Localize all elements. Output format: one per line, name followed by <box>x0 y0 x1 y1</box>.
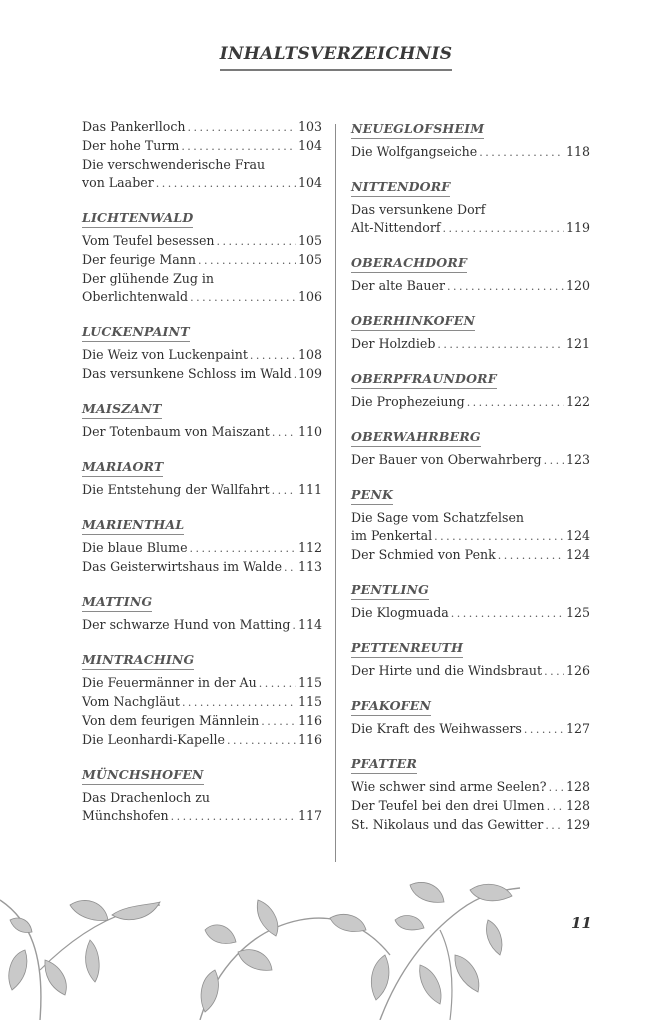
dot-leader <box>544 451 564 470</box>
entry-title-line1: Die verschwenderische Frau <box>82 157 266 172</box>
dot-leader <box>545 816 564 835</box>
page-title: INHALTSVERZEICHNIS <box>220 44 453 71</box>
toc-entry <box>351 778 590 797</box>
toc-section <box>82 118 322 193</box>
entry-row <box>82 807 322 826</box>
toc-section <box>82 591 322 635</box>
entry-row <box>351 720 590 739</box>
dot-leader <box>188 118 296 137</box>
section-heading: MINTRACHING <box>82 652 194 670</box>
entry-row <box>351 451 590 470</box>
section-heading: LICHTENWALD <box>82 210 193 228</box>
dot-leader <box>261 712 296 731</box>
section-heading: PENK <box>351 487 393 505</box>
toc-entry <box>82 232 322 251</box>
entry-row <box>82 288 322 307</box>
entry-row <box>351 816 590 835</box>
dot-leader <box>549 778 564 797</box>
toc-entry <box>82 365 322 384</box>
leaf <box>470 884 512 900</box>
leaf <box>487 920 502 955</box>
entry-title-line1: Das Drachenloch zu <box>82 790 210 805</box>
dot-leader <box>547 797 564 816</box>
entry-row <box>351 393 590 412</box>
toc-entry <box>82 156 322 193</box>
toc-entry <box>82 251 322 270</box>
toc-entry <box>351 509 590 546</box>
entry-page-number: 115 <box>297 694 322 709</box>
toc-section <box>82 398 322 442</box>
entry-row <box>82 616 322 635</box>
entry-row <box>351 277 590 296</box>
entry-title: St. Nikolaus und das Gewitter <box>351 817 544 832</box>
entry-row <box>351 527 590 546</box>
entry-row <box>82 365 322 384</box>
toc-section <box>82 321 322 384</box>
leaf <box>330 914 366 931</box>
dot-leader <box>544 662 564 681</box>
entry-title: Der feurige Mann <box>82 252 196 267</box>
entry-title: Die blaue Blume <box>82 540 188 555</box>
toc-section <box>351 252 590 296</box>
section-heading: PFATTER <box>351 756 417 774</box>
section-heading: PFAKOFEN <box>351 698 431 716</box>
toc-section <box>82 456 322 500</box>
entry-row <box>82 481 322 500</box>
section-heading: OBERWAHRBERG <box>351 429 481 447</box>
entry-title: Die Entstehung der Wallfahrt <box>82 482 270 497</box>
page-title-wrapper <box>0 44 672 71</box>
dot-leader <box>217 232 296 251</box>
entry-title: von Laaber <box>82 175 154 190</box>
toc-section <box>351 695 590 739</box>
entry-title-line1: Die Sage vom Schatzfelsen <box>351 510 525 525</box>
dot-leader <box>198 251 296 270</box>
entry-page-number: 116 <box>297 732 322 747</box>
toc-entry <box>351 720 590 739</box>
entry-title: Münchshofen <box>82 808 169 823</box>
entry-row <box>82 346 322 365</box>
entry-row <box>351 219 590 238</box>
entry-row <box>82 174 322 193</box>
section-heading: MARIAORT <box>82 459 163 477</box>
entry-title: Der schwarze Hund von Matting <box>82 617 291 632</box>
leaf <box>112 902 160 920</box>
toc-entry <box>351 335 590 354</box>
section-heading: OBERACHDORF <box>351 255 467 273</box>
leaf <box>10 918 32 932</box>
entry-title: Die Leonhardi-Kapelle <box>82 732 226 747</box>
toc-section <box>351 579 590 623</box>
toc-entry <box>82 789 322 826</box>
entry-title: Die Kraft des Weihwassers <box>351 721 522 736</box>
toc-section <box>351 368 590 412</box>
toc-entry <box>82 616 322 635</box>
entry-page-number: 104 <box>297 138 322 153</box>
toc-entry <box>82 481 322 500</box>
section-heading: MAISZANT <box>82 401 162 419</box>
entry-title: Der Hirte und die Windsbraut <box>351 663 543 678</box>
leaf <box>205 925 236 944</box>
toc-entry <box>82 346 322 365</box>
dot-leader <box>190 539 296 558</box>
toc-entry <box>82 731 322 750</box>
entry-row <box>351 797 590 816</box>
dot-leader <box>467 393 564 412</box>
entry-page-number: 108 <box>297 347 322 362</box>
section-heading: LUCKENPAINT <box>82 324 190 342</box>
toc-section <box>351 637 590 681</box>
entry-row <box>351 143 590 162</box>
leaf <box>455 955 479 992</box>
entry-page-number: 122 <box>565 394 590 409</box>
section-heading: NEUEGLOFSHEIM <box>351 121 484 139</box>
section-heading: MARIENTHAL <box>82 517 184 535</box>
dot-leader <box>171 807 296 826</box>
dot-leader <box>182 693 296 712</box>
entry-row <box>82 137 322 156</box>
toc-column-left <box>82 118 322 840</box>
toc-entry <box>82 423 322 442</box>
entry-title: Oberlichtenwald <box>82 289 189 304</box>
entry-title: Der alte Bauer <box>351 278 445 293</box>
entry-row <box>82 712 322 731</box>
entry-row <box>351 778 590 797</box>
entry-row <box>82 731 322 750</box>
toc-entry <box>351 451 590 470</box>
entry-title-line1: Der glühende Zug in <box>82 271 215 286</box>
section-heading: PENTLING <box>351 582 429 600</box>
dot-leader <box>272 423 296 442</box>
entry-title: Der Bauer von Oberwahrberg <box>351 452 542 467</box>
entry-title: Von dem feurigen Männlein <box>82 713 260 728</box>
entry-title: Wie schwer sind arme Seelen? <box>351 779 547 794</box>
leaf <box>201 970 218 1012</box>
entry-title: Die Wolfgangseiche <box>351 144 478 159</box>
entry-page-number: 124 <box>565 528 590 543</box>
entry-page-number: 105 <box>297 233 322 248</box>
toc-entry <box>351 546 590 565</box>
entry-title: Die Prophezeiung <box>351 394 465 409</box>
entry-title: im Penkertal <box>351 528 433 543</box>
entry-page-number: 118 <box>565 144 590 159</box>
entry-page-number: 128 <box>565 779 590 794</box>
leaf <box>420 965 441 1004</box>
entry-title: Vom Teufel besessen <box>82 233 215 248</box>
leaf <box>9 950 27 990</box>
toc-section <box>82 514 322 577</box>
toc-section <box>351 426 590 470</box>
section-heading: MÜNCHSHOFEN <box>82 767 204 785</box>
entry-page-number: 105 <box>297 252 322 267</box>
entry-page-number: 124 <box>565 547 590 562</box>
entry-page-number: 115 <box>297 675 322 690</box>
leaf <box>238 950 272 971</box>
entry-title: Alt-Nittendorf <box>351 220 441 235</box>
dot-leader <box>294 365 296 384</box>
dot-leader <box>434 527 564 546</box>
section-heading: OBERHINKOFEN <box>351 313 475 331</box>
toc-entry <box>351 201 590 238</box>
dot-leader <box>498 546 564 565</box>
entry-page-number: 127 <box>565 721 590 736</box>
entry-page-number: 103 <box>297 119 322 134</box>
entry-title: Die Feuermänner in der Au <box>82 675 257 690</box>
dot-leader <box>479 143 564 162</box>
toc-section <box>351 753 590 835</box>
leaf <box>395 916 424 930</box>
entry-page-number: 129 <box>565 817 590 832</box>
vine-stem <box>440 930 452 1020</box>
entry-page-number: 120 <box>565 278 590 293</box>
floral-illustration <box>0 860 672 1020</box>
toc-section <box>351 118 590 162</box>
entry-page-number: 113 <box>297 559 322 574</box>
entry-page-number: 116 <box>297 713 322 728</box>
entry-title: Das Pankerlloch <box>82 119 186 134</box>
section-heading: PETTENREUTH <box>351 640 463 658</box>
toc-entry <box>351 816 590 835</box>
dot-leader <box>451 604 564 623</box>
entry-row <box>82 693 322 712</box>
toc-entry <box>82 118 322 137</box>
entry-row <box>351 662 590 681</box>
entry-title: Der Schmied von Penk <box>351 547 496 562</box>
entry-title: Der Totenbaum von Maiszant <box>82 424 270 439</box>
toc-entry <box>82 270 322 307</box>
entry-page-number: 106 <box>297 289 322 304</box>
toc-section <box>82 764 322 826</box>
entry-page-number: 112 <box>297 540 322 555</box>
dot-leader <box>272 481 296 500</box>
entry-row <box>82 232 322 251</box>
toc-entry <box>82 674 322 693</box>
entry-page-number: 111 <box>297 482 322 497</box>
toc-entry <box>351 604 590 623</box>
dot-leader <box>524 720 564 739</box>
section-heading: OBERPFRAUNDORF <box>351 371 497 389</box>
leaf <box>410 882 444 902</box>
entry-row <box>351 335 590 354</box>
dot-leader <box>447 277 564 296</box>
entry-row <box>82 674 322 693</box>
toc-entry <box>82 712 322 731</box>
entry-row <box>82 251 322 270</box>
entry-title: Das Geisterwirtshaus im Walde <box>82 559 283 574</box>
toc-entry <box>351 143 590 162</box>
entry-page-number: 123 <box>565 452 590 467</box>
entry-title: Die Weiz von Luckenpaint <box>82 347 248 362</box>
toc-section <box>351 484 590 565</box>
dot-leader <box>250 346 296 365</box>
entry-title: Die Klogmuada <box>351 605 449 620</box>
entry-page-number: 109 <box>297 366 322 381</box>
entry-page-number: 117 <box>297 808 322 823</box>
toc-entry <box>82 693 322 712</box>
section-heading: MATTING <box>82 594 152 612</box>
entry-page-number: 121 <box>565 336 590 351</box>
entry-title: Der hohe Turm <box>82 138 180 153</box>
entry-page-number: 128 <box>565 798 590 813</box>
leaf <box>45 960 66 995</box>
entry-page-number: 125 <box>565 605 590 620</box>
entry-page-number: 119 <box>565 220 590 235</box>
entry-title: Der Teufel bei den drei Ulmen <box>351 798 545 813</box>
entry-row <box>82 539 322 558</box>
leaf <box>86 940 100 982</box>
toc-column-right <box>351 118 590 849</box>
dot-leader <box>259 674 296 693</box>
entry-page-number: 126 <box>565 663 590 678</box>
entry-row <box>351 546 590 565</box>
toc-entry <box>351 662 590 681</box>
dot-leader <box>284 558 296 577</box>
entry-row <box>82 423 322 442</box>
entry-title: Der Holzdieb <box>351 336 436 351</box>
leaf <box>70 900 108 920</box>
toc-entry <box>351 393 590 412</box>
toc-section <box>351 176 590 238</box>
dot-leader <box>443 219 564 238</box>
dot-leader <box>227 731 296 750</box>
toc-section <box>351 310 590 354</box>
leaf <box>257 900 277 936</box>
toc-entry <box>82 539 322 558</box>
entry-row <box>82 118 322 137</box>
entry-title: Vom Nachgläut <box>82 694 180 709</box>
dot-leader <box>156 174 296 193</box>
leaf <box>371 955 389 1000</box>
dot-leader <box>190 288 296 307</box>
toc-entry <box>82 137 322 156</box>
dot-leader <box>292 616 296 635</box>
toc-entry <box>351 277 590 296</box>
entry-page-number: 110 <box>297 424 322 439</box>
dot-leader <box>437 335 564 354</box>
toc-entry <box>82 558 322 577</box>
dot-leader <box>181 137 296 156</box>
column-divider <box>335 124 336 862</box>
entry-title-line1: Das versunkene Dorf <box>351 202 486 217</box>
entry-row <box>351 604 590 623</box>
toc-section <box>82 207 322 307</box>
entry-page-number: 104 <box>297 175 322 190</box>
toc-section <box>82 649 322 750</box>
entry-title: Das versunkene Schloss im Wald <box>82 366 292 381</box>
toc-entry <box>351 797 590 816</box>
entry-row <box>82 558 322 577</box>
entry-page-number: 114 <box>297 617 322 632</box>
section-heading: NITTENDORF <box>351 179 450 197</box>
page-number: 11 <box>571 914 592 932</box>
